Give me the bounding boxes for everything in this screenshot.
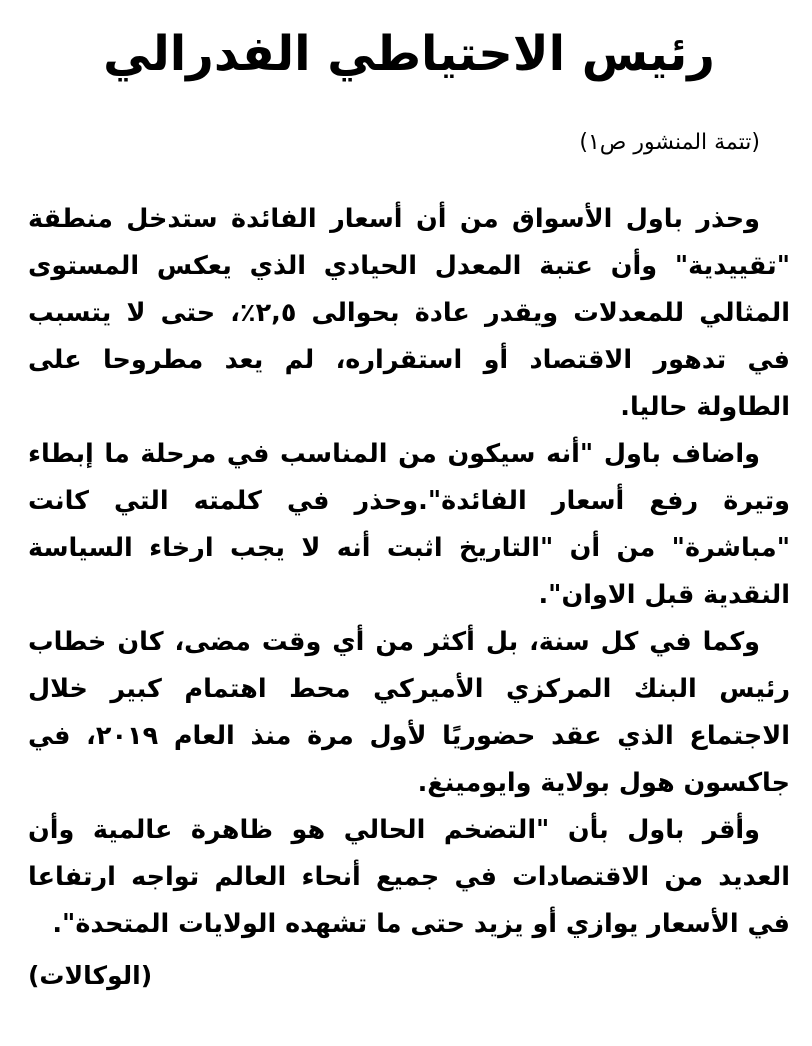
article-body <box>28 196 790 948</box>
body-paragraph: وحذر باول الأسواق من أن أسعار الفائدة ستدخل منطقة "تقييدية" وأن عتبة المعدل الحيادي الذي يعكس المستوى المثالي للمعدلات ويقدر عادة بحوالى ٢,٥٪، حتى لا يتسبب في تدهور الاقتصاد أو استقراره، لم يعد مطروحا على الطاولة حاليا. <box>28 204 790 422</box>
body-paragraph: وكما في كل سنة، بل أكثر من أي وقت مضى، كان خطاب رئيس البنك المركزي الأميركي محط اهتمام كبير خلال الاجتماع الذي عقد حضوريًا لأول مرة منذ العام ٢٠١٩، في جاكسون هول بولاية وايومينغ. <box>28 627 791 798</box>
article-source: (الوكالات) <box>28 961 153 990</box>
body-paragraph: وأقر باول بأن "التضخم الحالي هو ظاهرة عالمية وأن العديد من الاقتصادات في جميع أنحاء العالم تواجه ارتفاعا في الأسعار يوازي أو يزيد حتى ما تشهده الولايات المتحدة". <box>28 815 790 939</box>
news-article <box>28 0 790 1046</box>
body-paragraph: واضاف باول "أنه سيكون من المناسب في مرحلة ما إبطاء وتيرة رفع أسعار الفائدة".وحذر في كلمته التي كانت "مباشرة" من أن "التاريخ اثبت أنه لا يجب ارخاء السياسة النقدية قبل الاوان". <box>28 439 790 610</box>
article-headline: رئيس الاحتياطي الفدرالي <box>103 26 715 82</box>
continuation-note: (تتمة المنشور ص١) <box>579 130 760 155</box>
